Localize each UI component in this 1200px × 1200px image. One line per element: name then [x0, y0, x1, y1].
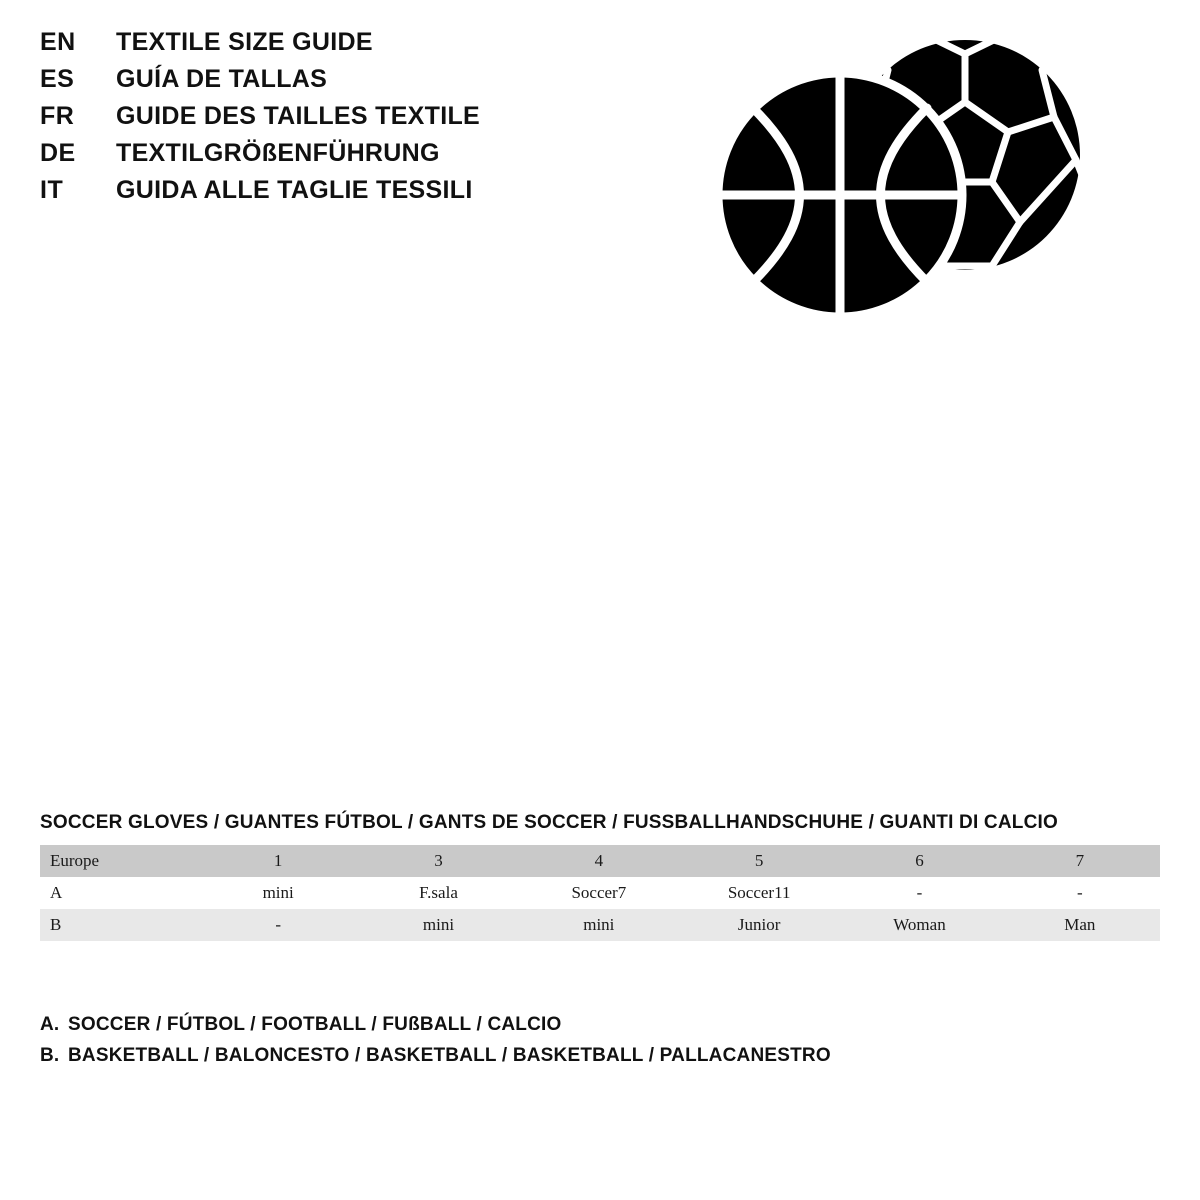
cell-a-3: F.sala	[358, 877, 518, 909]
legend-key-a: A.	[40, 1014, 60, 1035]
balls-illustration	[720, 40, 1100, 330]
table-row	[40, 909, 1160, 941]
language-text-es: GUÍA DE TALLAS	[116, 65, 328, 93]
table-header-6: 6	[839, 845, 999, 877]
table-header-europe: Europe	[40, 845, 198, 877]
language-text-de: TEXTILGRÖßENFÜHRUNG	[116, 139, 440, 167]
legend-text-b: BASKETBALL / BALONCESTO / BASKETBALL / BASKETBALL / PALLACANESTRO	[68, 1045, 831, 1066]
legend-row-b	[40, 1046, 1140, 1077]
basketball-icon	[720, 73, 962, 317]
language-list	[40, 30, 600, 215]
cell-a-5: Soccer11	[679, 877, 839, 909]
language-code-it: IT	[40, 176, 64, 204]
language-text-fr: GUIDE DES TAILLES TEXTILE	[116, 102, 481, 130]
table-header-row	[40, 845, 1160, 877]
cell-a-7: -	[1000, 877, 1160, 909]
language-code-en: EN	[40, 28, 76, 56]
language-code-de: DE	[40, 139, 76, 167]
size-table-title: SOCCER GLOVES / GUANTES FÚTBOL / GANTS DE SOCCER / FUSSBALLHANDSCHUHE / GUANTI DI CALCIO	[40, 812, 1058, 833]
cell-b-4: mini	[519, 909, 679, 941]
language-code-fr: FR	[40, 102, 75, 130]
legend	[40, 1015, 1140, 1077]
table-header-5: 5	[679, 845, 839, 877]
cell-b-3: mini	[358, 909, 518, 941]
cell-b-7: Man	[1000, 909, 1160, 941]
legend-key-b: B.	[40, 1045, 60, 1066]
table-header-1: 1	[198, 845, 358, 877]
table-row	[40, 877, 1160, 909]
row-label-b: B	[40, 909, 198, 941]
cell-a-4: Soccer7	[519, 877, 679, 909]
language-row-fr	[40, 104, 600, 141]
cell-a-6: -	[839, 877, 999, 909]
legend-row-a	[40, 1015, 1140, 1046]
size-table	[40, 845, 1160, 941]
language-text-it: GUIDA ALLE TAGLIE TESSILI	[116, 176, 473, 204]
cell-b-5: Junior	[679, 909, 839, 941]
cell-a-1: mini	[198, 877, 358, 909]
language-code-es: ES	[40, 65, 75, 93]
language-row-en	[40, 30, 600, 67]
table-header-4: 4	[519, 845, 679, 877]
legend-text-a: SOCCER / FÚTBOL / FOOTBALL / FUßBALL / CALCIO	[68, 1014, 562, 1035]
table-header-7: 7	[1000, 845, 1160, 877]
table-header-3: 3	[358, 845, 518, 877]
language-row-es	[40, 67, 600, 104]
cell-b-6: Woman	[839, 909, 999, 941]
language-row-de	[40, 141, 600, 178]
language-row-it	[40, 178, 600, 215]
language-text-en: TEXTILE SIZE GUIDE	[116, 28, 373, 56]
row-label-a: A	[40, 877, 198, 909]
size-table-section	[40, 812, 1160, 941]
cell-b-1: -	[198, 909, 358, 941]
